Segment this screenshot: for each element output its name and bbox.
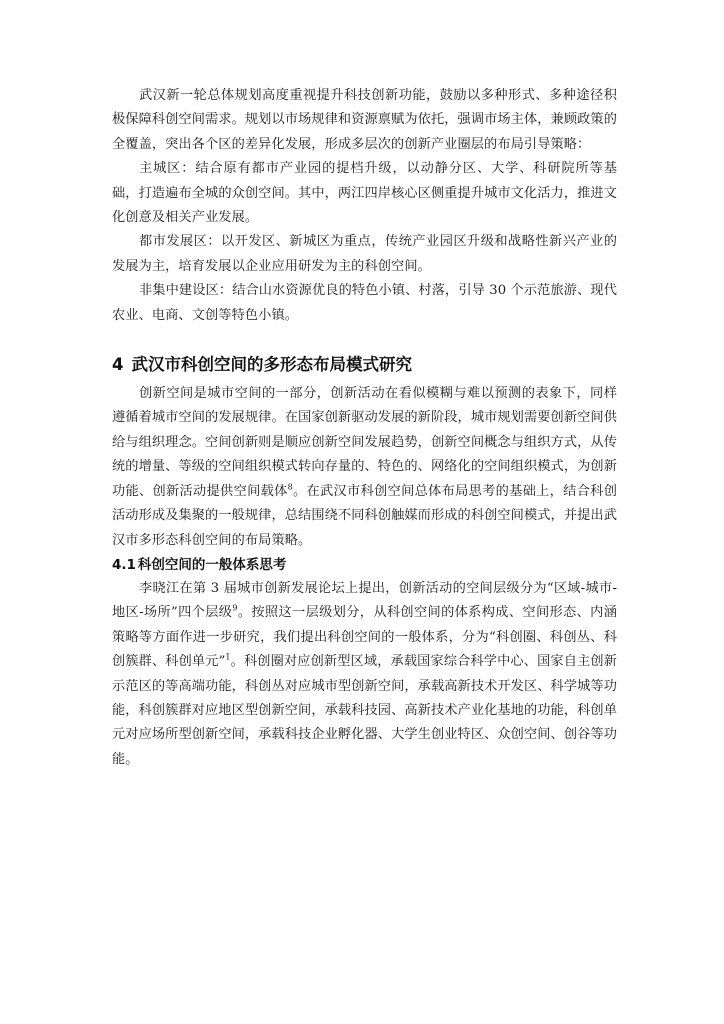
section-heading bbox=[112, 350, 617, 380]
paragraph-planning-intro: 武汉新一轮总体规划高度重视提升科技创新功能，鼓励以多种形式、多种途径积极保障科创空间需求。规划以市场规律和资源禀赋为依托，强调市场主体，兼顾政策的全覆盖，突出各个区的差异化发展，形成多层次的创新产业圈层的布局引导策略： bbox=[112, 88, 617, 152]
section-number: 4 bbox=[112, 355, 124, 375]
paragraph-urban-development: 都市发展区：以开发区、新城区为重点，传统产业园区升级和战略性新兴产业的发展为主，培育发展以企业应用研发为主的科创空间。 bbox=[112, 234, 617, 274]
paragraph-system-thinking bbox=[112, 577, 617, 772]
page-content bbox=[112, 84, 617, 772]
paragraph-section-intro bbox=[112, 382, 617, 553]
system-text-c: 。科创圈对应创新型区域，承载国家综合科学中心、国家自主创新示范区的等高端功能，科创丛对应城市型创新空间，承载高新技术开发区、科学城等功能，科创簇群对应地区型创新空间，承载科技园、高新技术产业化基地的功能，科创单元对应场所型创新空间，承载科技企业孵化器、大学生创业特区、众创空间、创谷等功能。 bbox=[112, 654, 617, 767]
system-text-a: 李晓江在第 3 届城市创新发展论坛上提出，创新活动的空间层级分为“区域-城市-地区-场所”四个层级 bbox=[112, 580, 617, 621]
citation-1: 1 bbox=[225, 652, 231, 662]
section-intro-text-a: 创新空间是城市空间的一部分，创新活动在看似模糊与难以预测的表象下，同样遵循着城市空间的发展规律。在国家创新驱动发展的新阶段，城市规划需要创新空间供给与组织理念。空间创新则是顺应创新空间发展趋势，创新空间概念与组织方式，从传统的增量、等级的空间组织模式转向存量的、特色的、网络化的空间组织模式，为创新功能、创新活动提供空间载体 bbox=[112, 386, 617, 499]
subsection-title: 科创空间的一般体系思考 bbox=[137, 556, 287, 573]
citation-8: 8 bbox=[287, 482, 293, 492]
section-title: 武汉市科创空间的多形态布局模式研究 bbox=[131, 355, 412, 375]
citation-9: 9 bbox=[232, 603, 238, 613]
section-intro-text-b: 。在武汉市科创空间总体布局思考的基础上，结合科创活动形成及集聚的一般规律，总结围绕不同科创触媒而形成的科创空间模式，并提出武汉市多形态科创空间的布局策略。 bbox=[112, 483, 617, 548]
subsection-heading bbox=[112, 553, 617, 577]
paragraph-non-concentrated: 非集中建设区：结合山水资源优良的特色小镇、村落，引导 30 个示范旅游、现代农业、电商、文创等特色小镇。 bbox=[112, 283, 617, 323]
system-text-b: 。按照这一层级划分，从科创空间的体系构成、空间形态、内涵策略等方面作进一步研究，我们提出科创空间的一般体系，分为“科创圈、科创丛、科创簇群、科创单元” bbox=[112, 605, 617, 670]
subsection-number: 4.1 bbox=[112, 556, 136, 573]
paragraph-main-city: 主城区：结合原有都市产业园的提档升级，以动静分区、大学、科研院所等基础，打造遍布全城的众创空间。其中，两江四岸核心区侧重提升城市文化活力，推进文化创意及相关产业发展。 bbox=[112, 161, 617, 226]
